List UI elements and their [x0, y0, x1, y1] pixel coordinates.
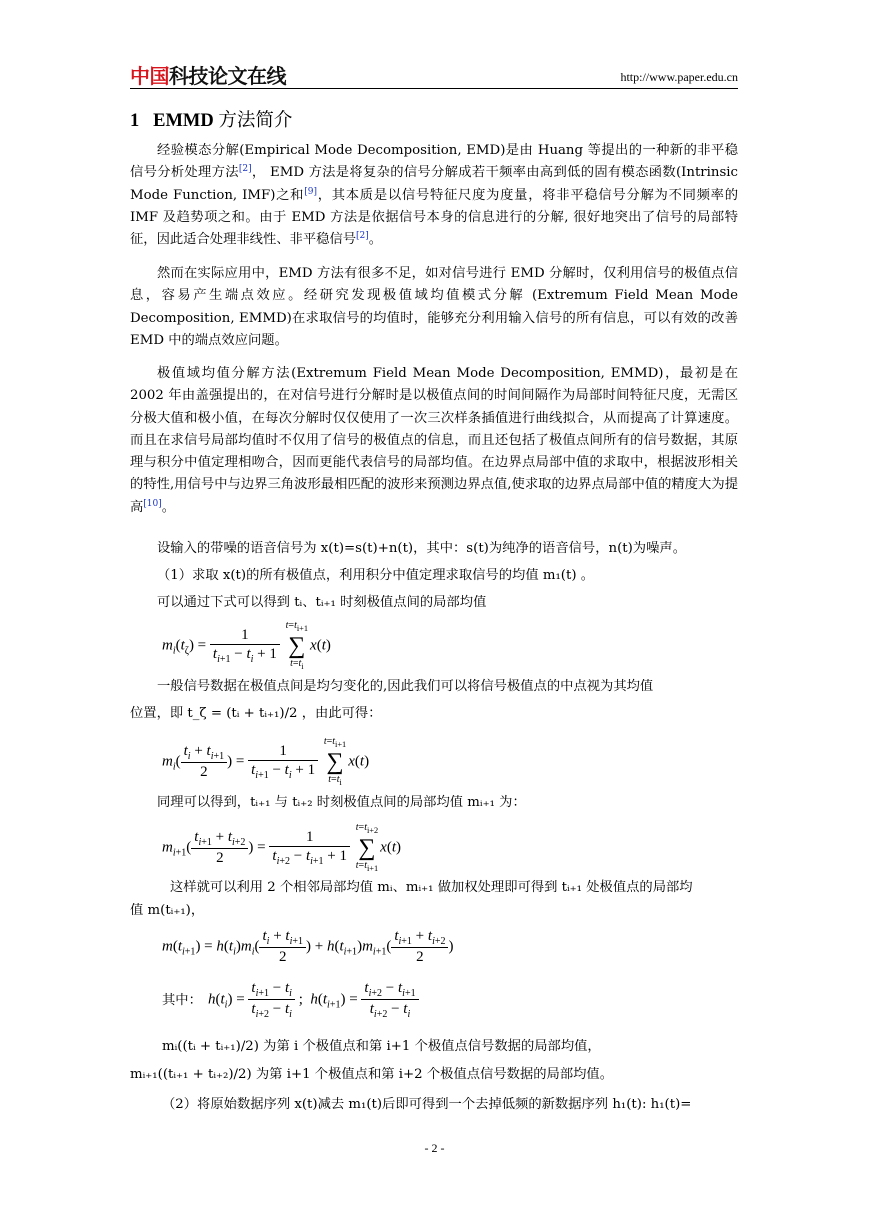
- paragraph-emd-shortcomings: 然而在实际应用中，EMD 方法有很多不足，如对信号进行 EMD 分解时，仅利用信号的极值点信息，容易产生端点效应。经研究发现极值域均值模式分解 (Extremum Field Mean Mode Decomposition, EMMD)在求取信号的均值时，能够充分利用输入信号的所有信息，可以有效的改善 EMD 中的端点效应问题。: [130, 266, 738, 348]
- logo-black-text: 科技论文在线: [169, 64, 286, 88]
- paragraph-emmd-method: [130, 363, 738, 519]
- section-title-cn: 方法简介: [218, 110, 293, 131]
- step-1-text: （1）求取 x(t)的所有极值点，利用积分中值定理求取信号的均值 m₁(t) 。: [157, 568, 595, 583]
- equation-midpoint-mean: $m_i$( $\frac{t_i + t_{i+1}}{2}$ ) = $\frac{1}{t_{i+1} - t_i + 1}$ $t=t_{i+1}$ ∑ $t=t_ix(t)$: [162, 736, 370, 787]
- citation-10[interactable]: [10]: [143, 498, 162, 509]
- equation-local-mean: $m_i(t_\zeta)$ = $\frac{1}{t_{i+1} - t_i + 1}$ $t=t_{i+1}$ ∑ $t=t_ix(t)$: [162, 620, 331, 671]
- weighted-text-b: 值 m(tᵢ₊₁)，: [130, 903, 205, 918]
- logo-red-text: 中国: [130, 64, 169, 88]
- p1-text-a: 经验模态分解(Empirical Mode Decomposition, EMD)是由 Huang 等提出的一种新的非平稳信号分析处理方法: [130, 143, 738, 181]
- p3-text-a: 极值域均值分解方法(Extremum Field Mean Mode Decomposition, EMMD)，最初是在 2002 年由盖强提出的，在对信号进行分解时是以极值点间的时间间隔作为局部时间特征尺度，无需区分极大值和极小值，在每次分解时仅仅使用了一次三次样条插值进行曲线拟合，从而提高了计算速度。而且在求信号局部均值时不仅用了信号的极值点的信息，而且还包括了极值点间所有的信号数据，其原理与积分中值定理相吻合，因而更能代表信号的局部均值。在边界点局部中值的求取中，根据波形相关的特性,用信号中与边界三角波形最相匹配的波形来预测边界点值,使求取的边界点局部中值的精度大为提高: [130, 366, 738, 515]
- weights-explain-b: mᵢ₊₁((tᵢ₊₁ + tᵢ₊₂)/2) 为第 i+1 个极值点和第 i+2 个极值点信号数据的局部均值。: [130, 1067, 614, 1082]
- citation-2[interactable]: [2]: [238, 164, 252, 175]
- citation-9[interactable]: [9]: [304, 186, 317, 197]
- local-mean-intro: 可以通过下式可以得到 tᵢ、tᵢ₊₁ 时刻极值点间的局部均值: [157, 595, 487, 610]
- midpoint-text-a: 一般信号数据在极值点间是均匀变化的,因此我们可以将信号极值点的中点视为其均值: [157, 679, 654, 694]
- paragraph-emd-intro: [130, 140, 738, 251]
- p1-text-d: 。: [368, 232, 383, 248]
- step-2-text: （2）将原始数据序列 x(t)减去 m₁(t)后即可得到一个去掉低频的新数据序列 h₁(t): h₁(t)=: [162, 1097, 692, 1112]
- equation-next-mean: $m_{i+1}$( $\frac{t_{i+1} + t_{i+2}}{2}$ ) = $\frac{1}{t_{i+2} - t_{i+1} + 1}$ $t=t_{i+2}$ ∑ $t=t_{i+1}x(t)$: [162, 822, 401, 873]
- citation-2b[interactable]: [2]: [356, 231, 369, 242]
- equation-weighted-mean: $m(t_{i+1}) = h(t_i)m_i$( $\frac{t_i + t_{i+1}}{2}$ ) + $h(t_{i+1})m_{i+1}$( $\frac{t_{i+1} + t_{i+2}}{2}$ ): [162, 928, 454, 965]
- page-header: [130, 62, 738, 86]
- weighted-text-a: 这样就可以利用 2 个相邻局部均值 mᵢ、mᵢ₊₁ 做加权处理即可得到 tᵢ₊₁ 处极值点的局部均: [170, 880, 693, 895]
- header-rule: [130, 88, 738, 89]
- weights-label: 其中：: [162, 993, 202, 1008]
- journal-logo: [130, 60, 286, 89]
- section-heading: [130, 106, 292, 132]
- paragraph-signal-model: 设输入的带噪的语音信号为 x(t)=s(t)+n(t)，其中：s(t)为纯净的语音信号，n(t)为噪声。: [157, 541, 686, 556]
- p1-text-c: ，其本质是以信号特征尺度为度量，将非平稳信号分解为不同频率的 IMF 及趋势项之和。由于 EMD 方法是依据信号本身的信息进行的分解, 很好地突出了信号的局部特征，因此适合处理非线性、非平稳信号: [130, 187, 738, 248]
- page-number: - 2 -: [424, 1141, 445, 1155]
- header-url[interactable]: http://www.paper.edu.cn: [620, 70, 738, 84]
- p3-text-b: 。: [161, 499, 176, 515]
- section-title-latin: EMMD: [153, 111, 214, 131]
- next-mean-text: 同理可以得到，tᵢ₊₁ 与 tᵢ₊₂ 时刻极值点间的局部均值 mᵢ₊₁ 为：: [157, 795, 526, 810]
- p1-text-b: ， EMD 方法是将复杂的信号分解成若干频率由高到低的固有模态函数(Intrinsic Mode Function, IMF)之和: [130, 165, 739, 203]
- equation-weights: $h(t_i)$ = $\frac{t_{i+1} - t_i}{t_{i+2} - t_i}$ ; $h(t_{i+1})$ = $\frac{t_{i+2} - t_{i+1}}{t_{i+2} - t_i}$: [208, 980, 419, 1020]
- weights-explain-a: mᵢ((tᵢ + tᵢ₊₁)/2) 为第 i 个极值点和第 i+1 个极值点信号数据的局部均值，: [162, 1039, 601, 1054]
- section-number: 1: [130, 111, 140, 131]
- midpoint-text-b: 位置，即 t_ζ = (tᵢ + tᵢ₊₁)/2 ，由此可得：: [130, 706, 382, 721]
